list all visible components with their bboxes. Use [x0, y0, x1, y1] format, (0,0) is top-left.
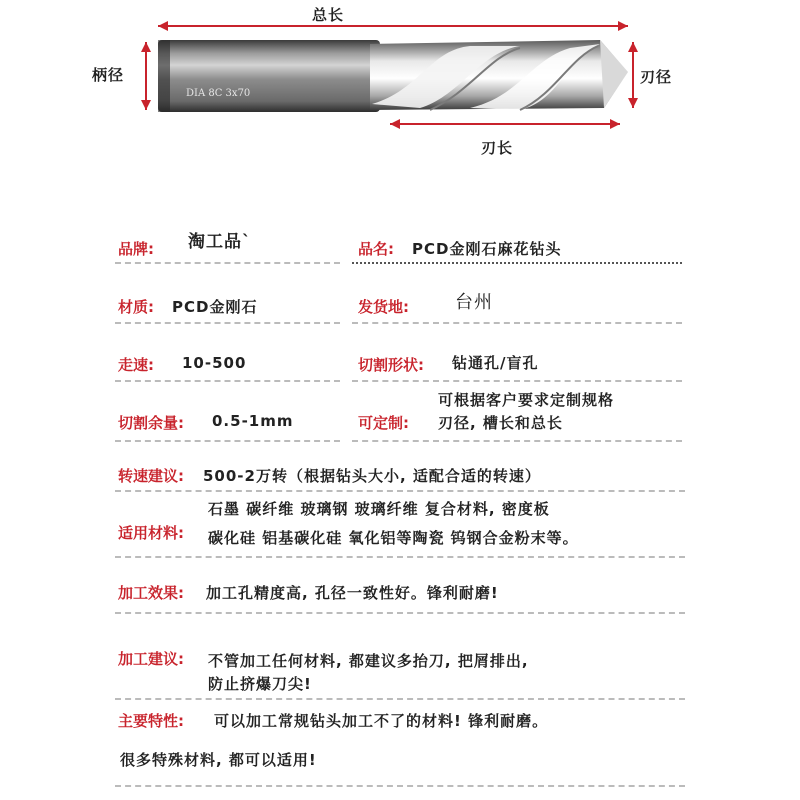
cut-shape-label: 切割形状: [358, 356, 424, 374]
advice-value-line1: 不管加工任何材料, 都建议多抬刀, 把屑排出, [208, 652, 529, 670]
advice-label: 加工建议: [118, 650, 184, 668]
separator [115, 262, 340, 264]
brand-value: 淘工品` [188, 232, 252, 252]
separator [115, 785, 685, 787]
speed-label: 走速: [118, 356, 154, 374]
separator [115, 322, 340, 324]
material-label: 材质: [118, 298, 154, 316]
blade-length-arrow [390, 119, 620, 129]
separator [352, 440, 682, 442]
drill-flutes [370, 40, 628, 110]
rpm-value: 500-2万转（根据钻头大小, 适配合适的转速） [203, 467, 541, 485]
separator [115, 612, 685, 614]
blade-diameter-label: 刃径 [640, 68, 673, 86]
origin-value: 台州 [455, 292, 493, 313]
shank-engraving: DIA 8C 3x70 [186, 88, 251, 99]
effect-label: 加工效果: [118, 584, 184, 602]
custom-label: 可定制: [358, 414, 409, 432]
feature-value: 可以加工常规钻头加工不了的材料! 锋利耐磨。 [214, 712, 549, 730]
materials-value-line2: 碳化硅 铝基碳化硅 氧化铝等陶瓷 钨钢合金粉末等。 [208, 529, 579, 547]
separator [352, 262, 682, 264]
origin-label: 发货地: [358, 298, 409, 316]
separator [352, 322, 682, 324]
materials-label: 适用材料: [118, 524, 184, 542]
blade-diameter-arrow [628, 42, 638, 108]
advice-value-line2: 防止挤爆刀尖! [208, 675, 312, 693]
custom-value-line1: 可根据客户要求定制规格 [438, 391, 615, 409]
effect-value: 加工孔精度高, 孔径一致性好。锋利耐磨! [206, 584, 499, 602]
blade-length-label: 刃长 [481, 139, 514, 157]
brand-label: 品牌: [118, 240, 154, 258]
separator [115, 440, 340, 442]
shank-diameter-label: 柄径 [92, 66, 125, 84]
allowance-value: 0.5-1mm [212, 412, 294, 430]
shank-diameter-arrow [141, 42, 151, 110]
drill-shank [158, 40, 380, 112]
name-label: 品名: [358, 240, 394, 258]
material-value: PCD金刚石 [172, 298, 258, 316]
separator [115, 380, 340, 382]
footer-note: 很多特殊材料, 都可以适用! [120, 751, 317, 769]
speed-value: 10-500 [182, 354, 247, 372]
drill-bit-illustration [0, 0, 800, 190]
allowance-label: 切割余量: [118, 414, 184, 432]
total-length-arrow [158, 21, 628, 31]
total-length-label: 总长 [312, 6, 345, 24]
cut-shape-value: 钻通孔/盲孔 [452, 354, 539, 372]
separator [115, 556, 685, 558]
materials-value-line1: 石墨 碳纤维 玻璃钢 玻璃纤维 复合材料, 密度板 [208, 500, 550, 518]
separator [115, 698, 685, 700]
feature-label: 主要特性: [118, 712, 184, 730]
separator [115, 490, 685, 492]
separator [352, 380, 682, 382]
custom-value-line2: 刃径, 槽长和总长 [438, 414, 563, 432]
name-value: PCD金刚石麻花钻头 [412, 240, 562, 258]
rpm-label: 转速建议: [118, 467, 184, 485]
